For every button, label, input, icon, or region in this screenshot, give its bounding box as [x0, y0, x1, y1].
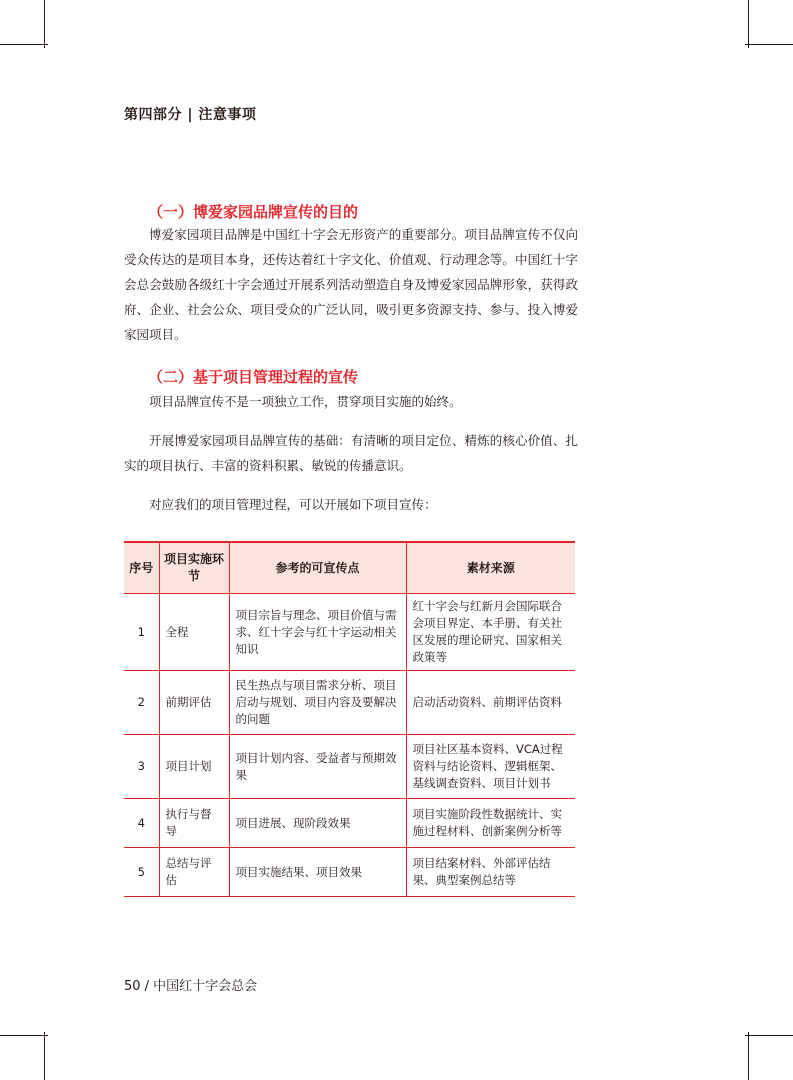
table-row: [124, 594, 575, 671]
cell-source: 项目结案材料、外部评估结果、典型案例总结等: [406, 848, 575, 897]
cell-index: 3: [124, 735, 159, 799]
cell-index: 2: [124, 671, 159, 735]
paragraph: 开展博爱家园项目品牌宣传的基础：有清晰的项目定位、精炼的核心价值、扎实的项目执行、丰富的资料积累、敏锐的传播意识。: [124, 433, 578, 473]
table-row: [124, 671, 575, 735]
section-heading: （二）基于项目管理过程的宣传: [148, 368, 359, 386]
cell-source: 启动活动资料、前期评估资料: [406, 671, 575, 735]
section-heading: （一）博爱家园品牌宣传的目的: [148, 203, 359, 221]
promotion-table: [124, 541, 575, 897]
cell-points: 项目计划内容、受益者与预期效果: [229, 735, 406, 799]
paragraph: 博爱家园项目品牌是中国红十字会无形资产的重要部分。项目品牌宣传不仅向受众传达的是项目本身，还传达着红十字文化、价值观、行动理念等。中国红十字会总会鼓励各级红十字会通过开展系列活动塑造自身及博爱家园品牌形象，获得政府、企业、社会公众、项目受众的广泛认同，吸引更多资源支持、参与、投入博爱家园项目。: [124, 227, 578, 342]
cell-source: 项目实施阶段性数据统计、实施过程材料、创新案例分析等: [406, 799, 575, 848]
cell-stage: 总结与评估: [159, 848, 229, 897]
cell-points: 项目实施结果、项目效果: [229, 848, 406, 897]
crop-mark: [0, 44, 48, 45]
crop-mark: [745, 44, 793, 45]
cell-stage: 前期评估: [159, 671, 229, 735]
table-row: [124, 735, 575, 799]
crop-mark: [745, 1035, 793, 1036]
table-row: [124, 848, 575, 897]
cell-source: 项目社区基本资料、VCA过程资料与结论资料、逻辑框架、基线调查资料、项目计划书: [406, 735, 575, 799]
column-header: 参考的可宣传点: [229, 542, 406, 594]
paragraph: 项目品牌宣传不是一项独立工作，贯穿项目实施的始终。: [149, 394, 462, 409]
cell-stage: 执行与督导: [159, 799, 229, 848]
cell-stage: 全程: [159, 594, 229, 671]
cell-points: 民生热点与项目需求分析、项目启动与规划、项目内容及要解决的问题: [229, 671, 406, 735]
column-header: 项目实施环节: [159, 542, 229, 594]
crop-mark: [748, 1032, 749, 1080]
cell-index: 5: [124, 848, 159, 897]
crop-mark: [0, 1035, 48, 1036]
cell-source: 红十字会与红新月会国际联合会项目界定、本手册、有关社区发展的理论研究、国家相关政策等: [406, 594, 575, 671]
table-header-row: [124, 542, 575, 594]
page-footer: 50 / 中国红十字会总会: [124, 979, 258, 994]
cell-stage: 项目计划: [159, 735, 229, 799]
cell-points: 项目进展、现阶段效果: [229, 799, 406, 848]
table-row: [124, 799, 575, 848]
page-header: 第四部分 | 注意事项: [124, 107, 257, 123]
paragraph: 对应我们的项目管理过程，可以开展如下项目宣传：: [149, 497, 437, 512]
crop-mark: [44, 1032, 45, 1080]
column-header: 序号: [124, 542, 159, 594]
cell-points: 项目宗旨与理念、项目价值与需求、红十字会与红十字运动相关知识: [229, 594, 406, 671]
cell-index: 1: [124, 594, 159, 671]
crop-mark: [748, 0, 749, 48]
cell-index: 4: [124, 799, 159, 848]
crop-mark: [44, 0, 45, 48]
column-header: 素材来源: [406, 542, 575, 594]
